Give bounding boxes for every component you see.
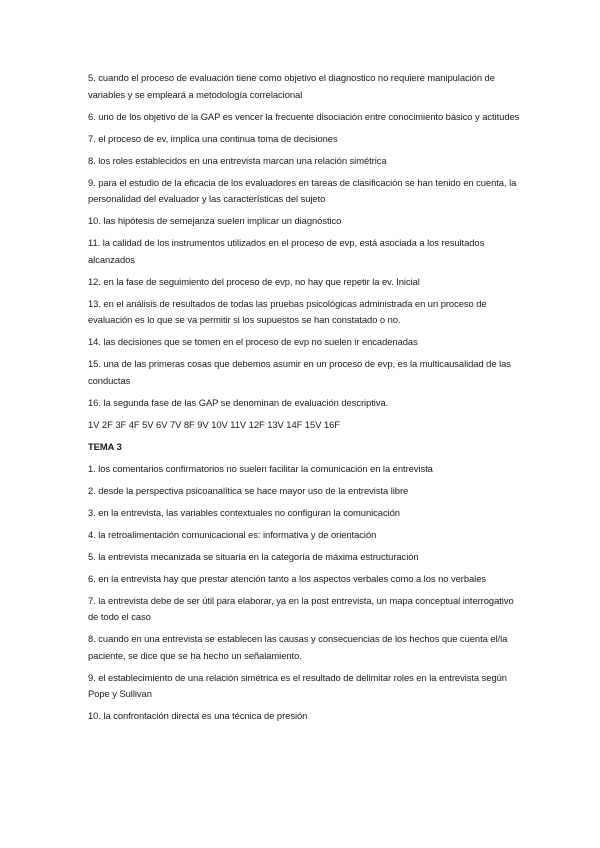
question-13: 13. en el análisis de resultados de todas las pruebas psicológicas administrada en un proceso de evaluación es lo que se va permitir si los supuestos se han constatado o no. xyxy=(88,297,487,325)
question-8: 8. los roles establecidos en una entrevista marcan una relación simétrica xyxy=(88,154,387,166)
section-heading-tema-3: TEMA 3 xyxy=(88,440,122,452)
question-9: 9. para el estudio de la eficacia de los evaluadores en tareas de clasificación se han tenido en cuenta, la personalidad del evaluador y las características del sujeto xyxy=(88,176,517,204)
tema3-question-1: 1. los comentarios confirmatorios no suelen facilitar la comunicación en la entrevista xyxy=(88,462,433,474)
tema3-question-7: 7. la entrevista debe de ser útil para elaborar, ya en la post entrevista, un mapa conceptual interrogativo de todo el caso xyxy=(88,594,514,622)
question-10: 10. las hipótesis de semejanza suelen implicar un diagnóstico xyxy=(88,215,342,226)
tema3-question-2: 2. desde la perspectiva psicoanalítica se hace mayor uso de la entrevista libre xyxy=(88,484,409,496)
question-12: 12. en la fase de seguimiento del proceso de evp, no hay que repetir la ev. Inicial xyxy=(88,275,420,287)
question-16: 16. la segunda fase de las GAP se denominan de evaluación descriptiva. xyxy=(88,396,389,408)
tema3-question-9: 9. el establecimiento de una relación simétrica es el resultado de delimitar roles en la entrevista según Pope y Sullivan xyxy=(88,671,507,699)
question-11: 11. la calidad de los instrumentos utilizados en el proceso de evp, está asociada a los resultados alcanzados xyxy=(88,237,485,265)
tema3-question-3: 3. en la entrevista, las variables contextuales no configuran la comunicación xyxy=(88,506,400,518)
question-7: 7. el proceso de ev, implica una continua toma de decisiones xyxy=(88,132,338,144)
tema3-question-4: 4. la retroalimentación comunicacional es: informativa y de orientación xyxy=(88,528,377,540)
tema3-question-5: 5. la entrevista mecanizada se situaría en la categoría de máxima estructuración xyxy=(88,550,419,562)
tema3-question-8: 8. cuando en una entrevista se establecen las causas y consecuencias de los hechos que cuenta el/la paciente, se dice que se ha hecho un señalamiento. xyxy=(88,633,508,661)
document-content xyxy=(88,70,520,730)
answer-key: 1V 2F 3F 4F 5V 6V 7V 8F 9V 10V 11V 12F 13V 14F 15V 16F xyxy=(88,418,340,430)
question-15: 15. una de las primeras cosas que debemos asumir en un proceso de evp, es la multicausalidad de las conductas xyxy=(88,358,511,386)
question-5: 5. cuando el proceso de evaluación tiene como objetivo el diagnostico no requiere manipulación de variables y se empleará a metodología correlacional xyxy=(88,72,495,100)
tema3-question-10: 10. la confrontación directa es una técnica de presión xyxy=(88,710,308,721)
question-6: 6. uno de los objetivo de la GAP es vencer la frecuente disociación entre conocimiento básico y actitudes xyxy=(88,110,520,122)
tema3-question-6: 6. en la entrevista hay que prestar atención tanto a los aspectos verbales como a los no verbales xyxy=(88,572,486,584)
question-14: 14. las decisiones que se tomen en el proceso de evp no suelen ir encadenadas xyxy=(88,336,418,347)
